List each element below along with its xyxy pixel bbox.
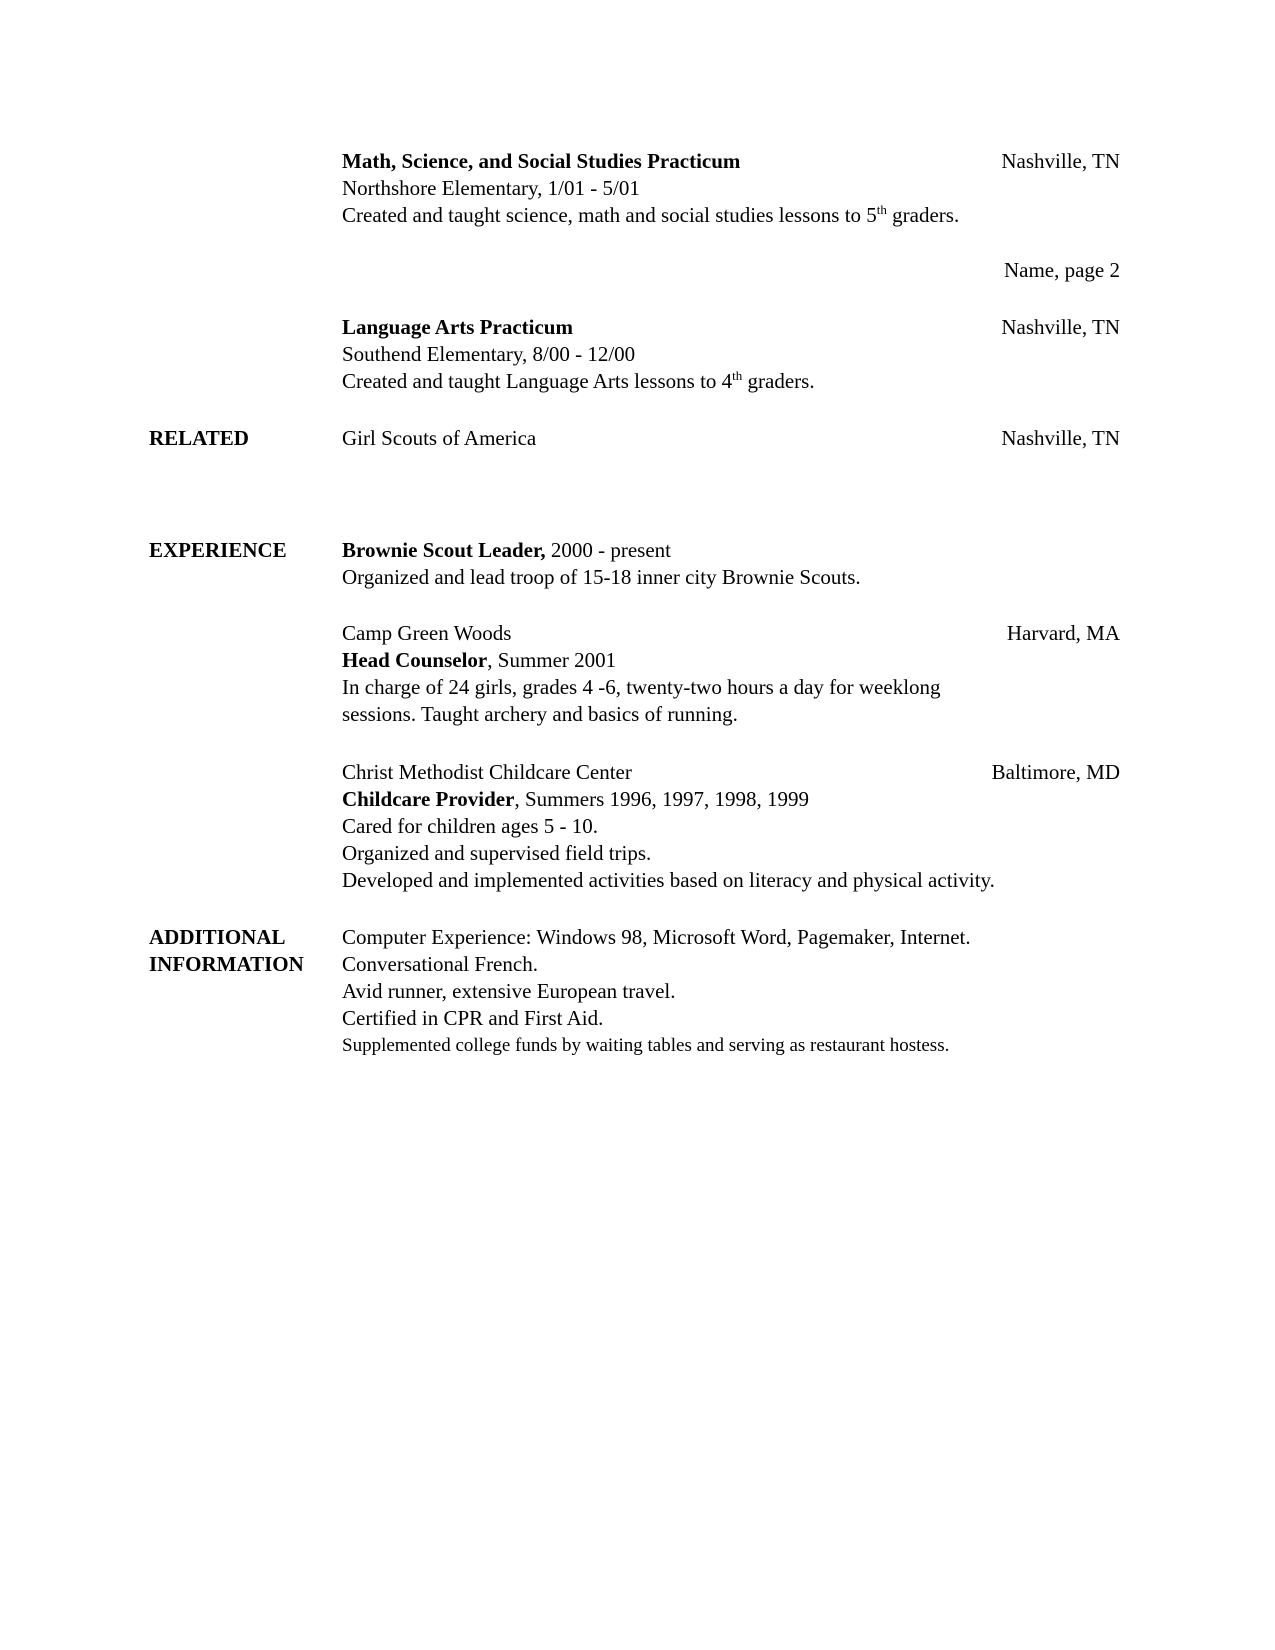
practicum-math-desc-end: graders.: [886, 203, 960, 227]
childcare-description-1: Cared for children ages 5 - 10.: [342, 814, 598, 838]
section-heading-related: RELATED: [149, 426, 249, 450]
camp-entry: [342, 620, 1120, 728]
camp-org: Camp Green Woods: [342, 621, 512, 645]
girl-scouts-org: Girl Scouts of America: [342, 426, 537, 450]
girl-scouts-dates: 2000 - present: [545, 538, 671, 562]
practicum-math-entry: [342, 148, 1120, 229]
girl-scouts-entry: [342, 537, 1120, 591]
superscript: th: [732, 368, 743, 383]
additional-item: Avid runner, extensive European travel.: [342, 979, 676, 1003]
childcare-org: Christ Methodist Childcare Center: [342, 760, 632, 784]
practicum-lang-description: [342, 368, 1120, 395]
camp-location: Harvard, MA: [1006, 621, 1120, 645]
additional-item: Conversational French.: [342, 952, 538, 976]
childcare-role-line: [342, 786, 1120, 813]
childcare-description-3: Developed and implemented activities based on literacy and physical activity.: [342, 868, 995, 892]
camp-dates: , Summer 2001: [487, 648, 617, 672]
heading-additional-line-2: INFORMATION: [149, 952, 304, 976]
additional-info-list: [342, 924, 1120, 1059]
superscript: th: [876, 202, 887, 217]
childcare-entry: [342, 759, 1120, 894]
additional-item: Computer Experience: Windows 98, Microsoft Word, Pagemaker, Internet.: [342, 925, 971, 949]
childcare-dates: , Summers 1996, 1997, 1998, 1999: [514, 787, 810, 811]
practicum-lang-desc-end: graders.: [742, 369, 815, 393]
camp-role-line: [342, 647, 1120, 674]
practicum-lang-desc-text: Created and taught Language Arts lessons to 4: [342, 369, 733, 393]
childcare-description-2: Organized and supervised field trips.: [342, 841, 652, 865]
childcare-location: Baltimore, MD: [991, 760, 1120, 784]
practicum-lang-location: Nashville, TN: [1001, 315, 1120, 339]
section-heading-additional: [149, 924, 304, 978]
additional-item: Supplemented college funds by waiting tables and serving as restaurant hostess.: [342, 1035, 950, 1056]
practicum-math-title: Math, Science, and Social Studies Practicum: [342, 149, 741, 173]
heading-additional-line-1: ADDITIONAL: [149, 925, 286, 949]
additional-item: Certified in CPR and First Aid.: [342, 1006, 604, 1030]
page-header: Name, page 2: [1003, 258, 1120, 282]
camp-description-1: In charge of 24 girls, grades 4 -6, twenty-two hours a day for weeklong: [342, 675, 941, 699]
girl-scouts-role-line: [342, 537, 1120, 564]
practicum-math-location: Nashville, TN: [1001, 149, 1120, 173]
camp-role: Head Counselor: [342, 648, 488, 672]
section-heading-experience: EXPERIENCE: [149, 538, 287, 562]
practicum-math-description: [342, 202, 1120, 229]
practicum-lang-school: Southend Elementary, 8/00 - 12/00: [342, 342, 636, 366]
girl-scouts-location: Nashville, TN: [1001, 426, 1120, 450]
girl-scouts-role: Brownie Scout Leader,: [342, 538, 546, 562]
girl-scouts-description: Organized and lead troop of 15-18 inner city Brownie Scouts.: [342, 565, 861, 589]
practicum-math-desc-text: Created and taught science, math and social studies lessons to 5: [342, 203, 877, 227]
practicum-math-school: Northshore Elementary, 1/01 - 5/01: [342, 176, 640, 200]
girl-scouts-org-row: [342, 425, 1120, 452]
childcare-role: Childcare Provider: [342, 787, 515, 811]
camp-description-2: sessions. Taught archery and basics of running.: [342, 702, 738, 726]
practicum-lang-title: Language Arts Practicum: [342, 315, 573, 339]
practicum-lang-entry: [342, 314, 1120, 395]
